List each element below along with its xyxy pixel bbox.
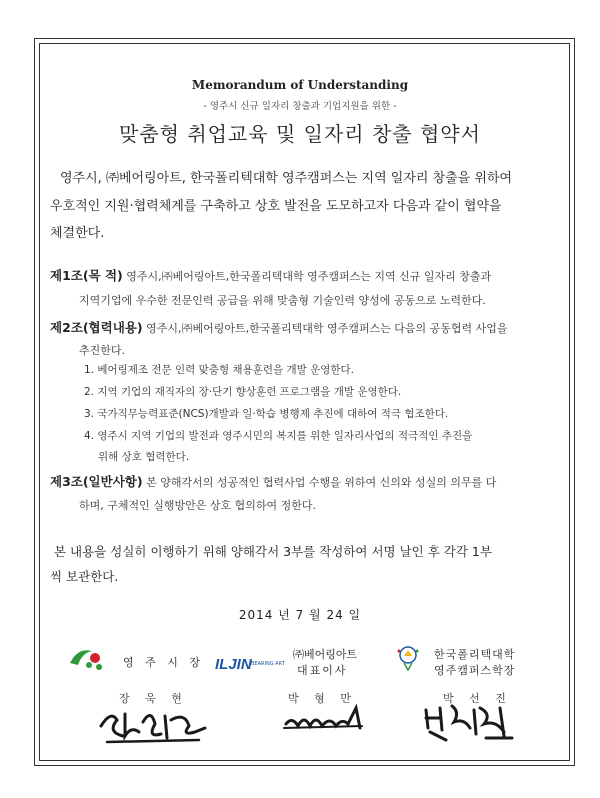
signature-yeongju bbox=[95, 702, 210, 746]
list-item: 위해 상호 협력한다. bbox=[98, 451, 190, 463]
intro-line-2: 우호적인 지원·협력체계를 구축하고 상호 발전을 도모하고자 다음과 같이 협약을 bbox=[50, 199, 502, 214]
intro-line-3: 체결한다. bbox=[50, 226, 105, 241]
article-1 bbox=[50, 266, 491, 284]
iljin-logo: ILJIN bbox=[215, 656, 252, 673]
list-item: 2. 지역 기업의 재직자의 장·단기 향상훈련 프로그램을 개발 운영한다. bbox=[84, 386, 402, 398]
signer-name-yeongju: 장 욱 현 bbox=[119, 692, 188, 705]
bearingart-org: ㈜베어링아트 bbox=[293, 648, 358, 661]
yeongju-org: 영 주 시 장 bbox=[123, 656, 204, 669]
signer-name-bearingart: 박 형 만 bbox=[288, 692, 357, 705]
article-3-line-2: 하며, 구체적인 실행방안은 상호 협의하여 정한다. bbox=[79, 499, 316, 512]
signature-bearingart bbox=[282, 702, 382, 738]
article-3 bbox=[50, 472, 496, 490]
yeongju-logo bbox=[68, 643, 108, 673]
article-2 bbox=[50, 318, 507, 336]
article-1-line-2: 지역기업에 우수한 전문인력 공급을 위해 맞춤형 기술인력 양성에 공동으로 노력한다. bbox=[79, 294, 486, 307]
article-2-heading: 제2조(협력내용) bbox=[50, 320, 143, 335]
list-item: 1. 베어링제조 전문 인력 맞춤형 채용훈련을 개발 운영한다. bbox=[84, 364, 355, 376]
subtitle: - 영주시 신규 일자리 창출과 기업지원을 위한 - bbox=[203, 101, 397, 112]
polytech-org-line-2: 영주캠퍼스학장 bbox=[434, 664, 516, 677]
iljin-logo-sub: BEARING ART bbox=[251, 661, 285, 667]
article-2-line-2: 추진한다. bbox=[79, 344, 126, 357]
intro-line-1: 영주시, ㈜베어링아트, 한국폴리텍대학 영주캠퍼스는 지역 일자리 창출을 위하여 bbox=[60, 171, 513, 186]
article-2-line-1: 영주시,㈜베어링아트,한국폴리텍대학 영주캠퍼스는 다음의 공동협력 사업을 bbox=[146, 322, 508, 335]
article-1-heading: 제1조(목 적) bbox=[50, 268, 123, 283]
bearingart-title: 대표이사 bbox=[297, 664, 348, 677]
signer-name-polytech: 박 선 진 bbox=[443, 692, 512, 705]
signature-polytech bbox=[420, 700, 520, 744]
article-3-heading: 제3조(일반사항) bbox=[50, 474, 143, 489]
polytech-logo bbox=[395, 643, 421, 673]
document-date: 2014 년 7 월 24 일 bbox=[238, 608, 362, 622]
polytech-org-line-1: 한국폴리텍대학 bbox=[434, 648, 516, 661]
english-title: Memorandum of Understanding bbox=[191, 78, 409, 92]
list-item: 4. 영주시 지역 기업의 발전과 영주시민의 복지를 위한 일자리사업의 적극적인 추진을 bbox=[84, 430, 473, 442]
list-item: 3. 국가직무능력표준(NCS)개발과 일·학습 병행제 추진에 대하여 적극 협조한다. bbox=[84, 408, 449, 420]
document-title: 맞춤형 취업교육 및 일자리 창출 협약서 bbox=[119, 122, 481, 146]
closing-line-1: 본 내용을 성실히 이행하기 위해 양해각서 3부를 작성하여 서명 날인 후 각각 1부 bbox=[54, 544, 492, 559]
article-1-line-1: 영주시,㈜베어링아트,한국폴리텍대학 영주캠퍼스는 지역 신규 일자리 창출과 bbox=[126, 270, 492, 283]
closing-line-2: 씩 보관한다. bbox=[50, 569, 119, 584]
article-3-line-1: 본 양해각서의 성공적인 협력사업 수행을 위하여 신의와 성실의 의무를 다 bbox=[146, 476, 497, 489]
